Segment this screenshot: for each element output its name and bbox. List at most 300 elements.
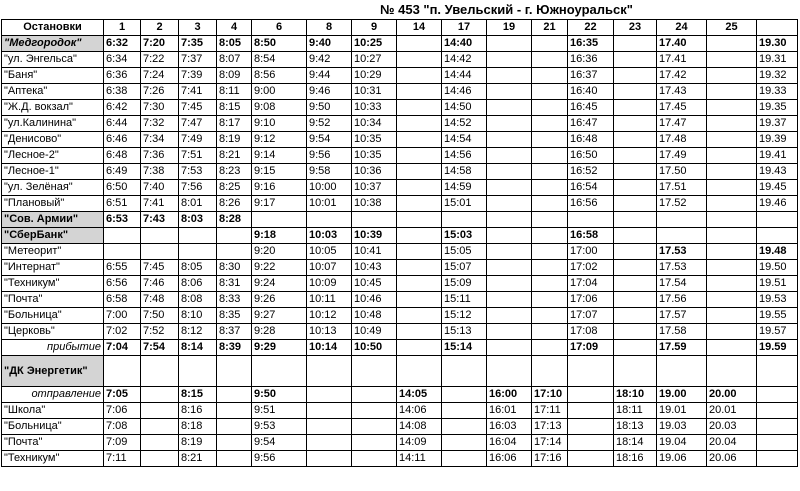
time-cell: 14:09	[397, 435, 442, 451]
time-cell: 18:13	[614, 419, 657, 435]
time-cell: 20.03	[707, 419, 757, 435]
header-trip	[757, 20, 798, 36]
time-cell	[757, 212, 798, 228]
time-cell: 19.33	[757, 84, 798, 100]
time-cell	[532, 260, 568, 276]
time-cell: 19.06	[657, 451, 707, 467]
time-cell: 14:54	[442, 132, 487, 148]
table-row	[2, 276, 798, 292]
time-cell: 14:05	[397, 387, 442, 403]
time-cell: 10:09	[307, 276, 352, 292]
time-cell	[707, 292, 757, 308]
stop-name: "Баня"	[2, 68, 104, 84]
time-cell: 9:51	[252, 403, 307, 419]
time-cell: 19.55	[757, 308, 798, 324]
time-cell: 8:14	[179, 340, 217, 356]
time-cell	[757, 228, 798, 244]
header-row	[2, 20, 798, 36]
time-cell: 7:52	[141, 324, 179, 340]
time-cell	[487, 36, 532, 52]
time-cell: 14:58	[442, 164, 487, 180]
time-cell: 9:52	[307, 116, 352, 132]
time-cell	[397, 308, 442, 324]
time-cell: 6:36	[104, 68, 141, 84]
time-cell	[707, 356, 757, 387]
time-cell: 7:20	[141, 36, 179, 52]
time-cell: 7:22	[141, 52, 179, 68]
time-cell: 17.47	[657, 116, 707, 132]
time-cell: 18:14	[614, 435, 657, 451]
time-cell: 19.59	[757, 340, 798, 356]
time-cell	[397, 68, 442, 84]
time-cell: 10:29	[352, 68, 397, 84]
stop-name: "Больница"	[2, 308, 104, 324]
time-cell: 6:50	[104, 180, 141, 196]
time-cell	[352, 403, 397, 419]
stop-name: "Церковь"	[2, 324, 104, 340]
time-cell: 10:35	[352, 132, 397, 148]
time-cell	[217, 244, 252, 260]
time-cell	[707, 228, 757, 244]
time-cell: 17:16	[532, 451, 568, 467]
time-cell	[757, 435, 798, 451]
time-cell: 10:45	[352, 276, 397, 292]
time-cell: 17.56	[657, 292, 707, 308]
time-cell	[352, 435, 397, 451]
stop-name: "Почта"	[2, 292, 104, 308]
time-cell	[568, 403, 614, 419]
header-trip: 8	[307, 20, 352, 36]
time-cell: 8:07	[217, 52, 252, 68]
time-cell	[487, 276, 532, 292]
time-cell: 6:44	[104, 116, 141, 132]
time-cell	[707, 132, 757, 148]
header-trip: 6	[252, 20, 307, 36]
time-cell: 6:42	[104, 100, 141, 116]
time-cell: 19.01	[657, 403, 707, 419]
time-cell: 16:40	[568, 84, 614, 100]
time-cell: 19.50	[757, 260, 798, 276]
time-cell: 17.57	[657, 308, 707, 324]
time-cell: 16:01	[487, 403, 532, 419]
time-cell: 9:50	[307, 100, 352, 116]
time-cell	[532, 212, 568, 228]
time-cell: 6:55	[104, 260, 141, 276]
time-cell	[568, 451, 614, 467]
time-cell	[141, 228, 179, 244]
time-cell	[614, 100, 657, 116]
time-cell	[707, 212, 757, 228]
time-cell	[707, 340, 757, 356]
time-cell	[307, 356, 352, 387]
time-cell	[352, 419, 397, 435]
time-cell	[487, 260, 532, 276]
time-cell	[442, 212, 487, 228]
time-cell	[179, 228, 217, 244]
time-cell	[397, 196, 442, 212]
time-cell	[707, 244, 757, 260]
time-cell: 7:40	[141, 180, 179, 196]
time-cell: 6:49	[104, 164, 141, 180]
time-cell	[614, 292, 657, 308]
time-cell: 16:47	[568, 116, 614, 132]
stop-name: "СберБанк"	[2, 228, 104, 244]
time-cell	[141, 387, 179, 403]
time-cell: 7:46	[141, 276, 179, 292]
time-cell: 17:13	[532, 419, 568, 435]
time-cell	[397, 148, 442, 164]
time-cell: 6:46	[104, 132, 141, 148]
time-cell: 17.50	[657, 164, 707, 180]
stop-name: "Техникум"	[2, 276, 104, 292]
time-cell: 19.48	[757, 244, 798, 260]
time-cell: 17.53	[657, 244, 707, 260]
time-cell: 10:34	[352, 116, 397, 132]
time-cell	[487, 52, 532, 68]
time-cell	[397, 244, 442, 260]
time-cell: 17.59	[657, 340, 707, 356]
time-cell: 19.03	[657, 419, 707, 435]
stop-name: "Аптека"	[2, 84, 104, 100]
time-cell: 20.00	[707, 387, 757, 403]
time-cell	[707, 84, 757, 100]
time-cell	[532, 132, 568, 148]
time-cell	[707, 68, 757, 84]
time-cell	[532, 100, 568, 116]
time-cell: 15:03	[442, 228, 487, 244]
table-row	[2, 356, 798, 387]
time-cell: 7:45	[179, 100, 217, 116]
table-row	[2, 212, 798, 228]
time-cell: 9:14	[252, 148, 307, 164]
time-cell: 6:34	[104, 52, 141, 68]
time-cell	[307, 403, 352, 419]
time-cell: 17.42	[657, 68, 707, 84]
time-cell	[614, 228, 657, 244]
time-cell: 15:11	[442, 292, 487, 308]
time-cell: 15:13	[442, 324, 487, 340]
time-cell	[532, 228, 568, 244]
time-cell	[614, 36, 657, 52]
time-cell	[141, 435, 179, 451]
time-cell	[568, 435, 614, 451]
time-cell: 7:54	[141, 340, 179, 356]
time-cell: 10:43	[352, 260, 397, 276]
time-cell: 17:06	[568, 292, 614, 308]
time-cell	[352, 212, 397, 228]
time-cell: 19.32	[757, 68, 798, 84]
time-cell: 7:56	[179, 180, 217, 196]
time-cell: 10:12	[307, 308, 352, 324]
time-cell: 17.43	[657, 84, 707, 100]
time-cell	[397, 36, 442, 52]
time-cell: 9:54	[252, 435, 307, 451]
time-cell: 9:40	[307, 36, 352, 52]
time-cell: 7:05	[104, 387, 141, 403]
time-cell	[532, 324, 568, 340]
header-stops: Остановки	[2, 20, 104, 36]
time-cell: 17.52	[657, 196, 707, 212]
time-cell	[568, 419, 614, 435]
table-row	[2, 228, 798, 244]
time-cell: 17:02	[568, 260, 614, 276]
time-cell: 8:39	[217, 340, 252, 356]
time-cell: 9:50	[252, 387, 307, 403]
time-cell	[568, 356, 614, 387]
time-cell: 17.41	[657, 52, 707, 68]
time-cell: 17:00	[568, 244, 614, 260]
table-row	[2, 148, 798, 164]
time-cell	[442, 387, 487, 403]
time-cell: 7:26	[141, 84, 179, 100]
timetable	[1, 19, 798, 467]
time-cell: 15:12	[442, 308, 487, 324]
time-cell: 9:22	[252, 260, 307, 276]
time-cell	[397, 340, 442, 356]
time-cell: 7:09	[104, 435, 141, 451]
time-cell	[397, 276, 442, 292]
time-cell: 8:15	[217, 100, 252, 116]
time-cell	[397, 260, 442, 276]
time-cell	[614, 84, 657, 100]
time-cell: 19.04	[657, 435, 707, 451]
time-cell	[442, 419, 487, 435]
header-trip: 2	[141, 20, 179, 36]
time-cell	[532, 148, 568, 164]
table-row	[2, 308, 798, 324]
time-cell	[757, 403, 798, 419]
time-cell: 9:20	[252, 244, 307, 260]
time-cell: 16:45	[568, 100, 614, 116]
stop-name: "Лесное-2"	[2, 148, 104, 164]
time-cell: 7:06	[104, 403, 141, 419]
time-cell: 14:44	[442, 68, 487, 84]
time-cell: 19.30	[757, 36, 798, 52]
time-cell	[487, 356, 532, 387]
time-cell: 14:08	[397, 419, 442, 435]
stop-name: "ул. Энгельса"	[2, 52, 104, 68]
time-cell	[352, 387, 397, 403]
stop-name: "Школа"	[2, 403, 104, 419]
time-cell	[179, 244, 217, 260]
time-cell: 7:43	[141, 212, 179, 228]
time-cell: 19.00	[657, 387, 707, 403]
time-cell: 16:00	[487, 387, 532, 403]
time-cell	[397, 212, 442, 228]
time-cell: 7:00	[104, 308, 141, 324]
time-cell: 7:30	[141, 100, 179, 116]
time-cell: 17.54	[657, 276, 707, 292]
header-trip: 22	[568, 20, 614, 36]
header-trip: 9	[352, 20, 397, 36]
time-cell	[397, 324, 442, 340]
table-row	[2, 68, 798, 84]
time-cell: 19.57	[757, 324, 798, 340]
time-cell	[487, 68, 532, 84]
time-cell: 15:09	[442, 276, 487, 292]
time-cell: 19.39	[757, 132, 798, 148]
time-cell: 14:56	[442, 148, 487, 164]
time-cell: 8:28	[217, 212, 252, 228]
time-cell: 7:34	[141, 132, 179, 148]
time-cell	[614, 356, 657, 387]
time-cell: 8:09	[217, 68, 252, 84]
table-row	[2, 100, 798, 116]
time-cell: 10:01	[307, 196, 352, 212]
time-cell: 16:58	[568, 228, 614, 244]
time-cell	[141, 451, 179, 467]
time-cell	[487, 324, 532, 340]
time-cell	[487, 148, 532, 164]
time-cell: 14:40	[442, 36, 487, 52]
stop-name: "Лесное-1"	[2, 164, 104, 180]
time-cell: 17.51	[657, 180, 707, 196]
time-cell: 18:11	[614, 403, 657, 419]
time-cell: 16:04	[487, 435, 532, 451]
time-cell: 16:03	[487, 419, 532, 435]
time-cell: 9:53	[252, 419, 307, 435]
time-cell: 9:29	[252, 340, 307, 356]
time-cell: 6:58	[104, 292, 141, 308]
time-cell: 8:08	[179, 292, 217, 308]
time-cell: 6:53	[104, 212, 141, 228]
time-cell: 6:32	[104, 36, 141, 52]
time-cell: 9:17	[252, 196, 307, 212]
time-cell: 10:48	[352, 308, 397, 324]
time-cell	[487, 244, 532, 260]
time-cell: 15:05	[442, 244, 487, 260]
time-cell: 17.40	[657, 36, 707, 52]
time-cell	[707, 260, 757, 276]
time-cell	[614, 308, 657, 324]
table-row	[2, 403, 798, 419]
time-cell: 7:11	[104, 451, 141, 467]
time-cell: 9:10	[252, 116, 307, 132]
time-cell	[141, 403, 179, 419]
time-cell	[532, 340, 568, 356]
time-cell	[442, 356, 487, 387]
time-cell: 9:24	[252, 276, 307, 292]
time-cell: 8:03	[179, 212, 217, 228]
table-row	[2, 260, 798, 276]
time-cell: 15:07	[442, 260, 487, 276]
header-trip: 14	[397, 20, 442, 36]
time-cell	[487, 84, 532, 100]
time-cell: 6:51	[104, 196, 141, 212]
time-cell: 9:42	[307, 52, 352, 68]
time-cell	[707, 276, 757, 292]
time-cell	[179, 356, 217, 387]
time-cell	[614, 212, 657, 228]
time-cell: 9:16	[252, 180, 307, 196]
time-cell: 9:54	[307, 132, 352, 148]
time-cell	[532, 292, 568, 308]
time-cell	[707, 100, 757, 116]
table-row	[2, 84, 798, 100]
table-row	[2, 36, 798, 52]
time-cell	[614, 196, 657, 212]
stop-name: "Больница"	[2, 419, 104, 435]
table-row	[2, 164, 798, 180]
stop-name: "ул.Калинина"	[2, 116, 104, 132]
time-cell: 8:35	[217, 308, 252, 324]
time-cell	[707, 308, 757, 324]
time-cell	[532, 116, 568, 132]
header-trip: 21	[532, 20, 568, 36]
stop-name: "Сов. Армии"	[2, 212, 104, 228]
header-trip: 4	[217, 20, 252, 36]
time-cell: 7:53	[179, 164, 217, 180]
stop-name: "ДК Энергетик"	[2, 356, 104, 387]
time-cell	[532, 68, 568, 84]
table-row	[2, 292, 798, 308]
time-cell	[532, 52, 568, 68]
time-cell: 14:42	[442, 52, 487, 68]
time-cell: 10:14	[307, 340, 352, 356]
time-cell: 8:05	[179, 260, 217, 276]
time-cell: 17.48	[657, 132, 707, 148]
time-cell: 10:13	[307, 324, 352, 340]
time-cell	[141, 419, 179, 435]
time-cell: 9:12	[252, 132, 307, 148]
time-cell	[397, 52, 442, 68]
time-cell: 17.49	[657, 148, 707, 164]
time-cell: 8:11	[217, 84, 252, 100]
time-cell	[614, 244, 657, 260]
time-cell: 20.06	[707, 451, 757, 467]
time-cell	[532, 308, 568, 324]
time-cell: 7:48	[141, 292, 179, 308]
time-cell: 8:26	[217, 196, 252, 212]
time-cell: 8:18	[179, 419, 217, 435]
time-cell: 8:19	[217, 132, 252, 148]
time-cell: 19.53	[757, 292, 798, 308]
time-cell: 7:24	[141, 68, 179, 84]
time-cell: 19.46	[757, 196, 798, 212]
time-cell: 19.41	[757, 148, 798, 164]
time-cell: 16:50	[568, 148, 614, 164]
time-cell	[568, 387, 614, 403]
time-cell	[217, 435, 252, 451]
time-cell	[442, 403, 487, 419]
time-cell	[307, 451, 352, 467]
time-cell: 9:44	[307, 68, 352, 84]
time-cell	[532, 244, 568, 260]
time-cell: 10:07	[307, 260, 352, 276]
time-cell: 6:48	[104, 148, 141, 164]
table-row	[2, 132, 798, 148]
time-cell	[657, 212, 707, 228]
time-cell: 8:37	[217, 324, 252, 340]
time-cell: 10:35	[352, 148, 397, 164]
time-cell: 17.53	[657, 260, 707, 276]
time-cell: 10:05	[307, 244, 352, 260]
time-cell	[217, 419, 252, 435]
time-cell: 17:08	[568, 324, 614, 340]
time-cell: 7:08	[104, 419, 141, 435]
table-row	[2, 116, 798, 132]
time-cell: 16:56	[568, 196, 614, 212]
time-cell: 10:27	[352, 52, 397, 68]
time-cell: 8:10	[179, 308, 217, 324]
table-row	[2, 451, 798, 467]
time-cell: 19.31	[757, 52, 798, 68]
time-cell: 9:15	[252, 164, 307, 180]
time-cell: 18:10	[614, 387, 657, 403]
time-cell	[104, 356, 141, 387]
time-cell	[217, 403, 252, 419]
time-cell	[707, 180, 757, 196]
